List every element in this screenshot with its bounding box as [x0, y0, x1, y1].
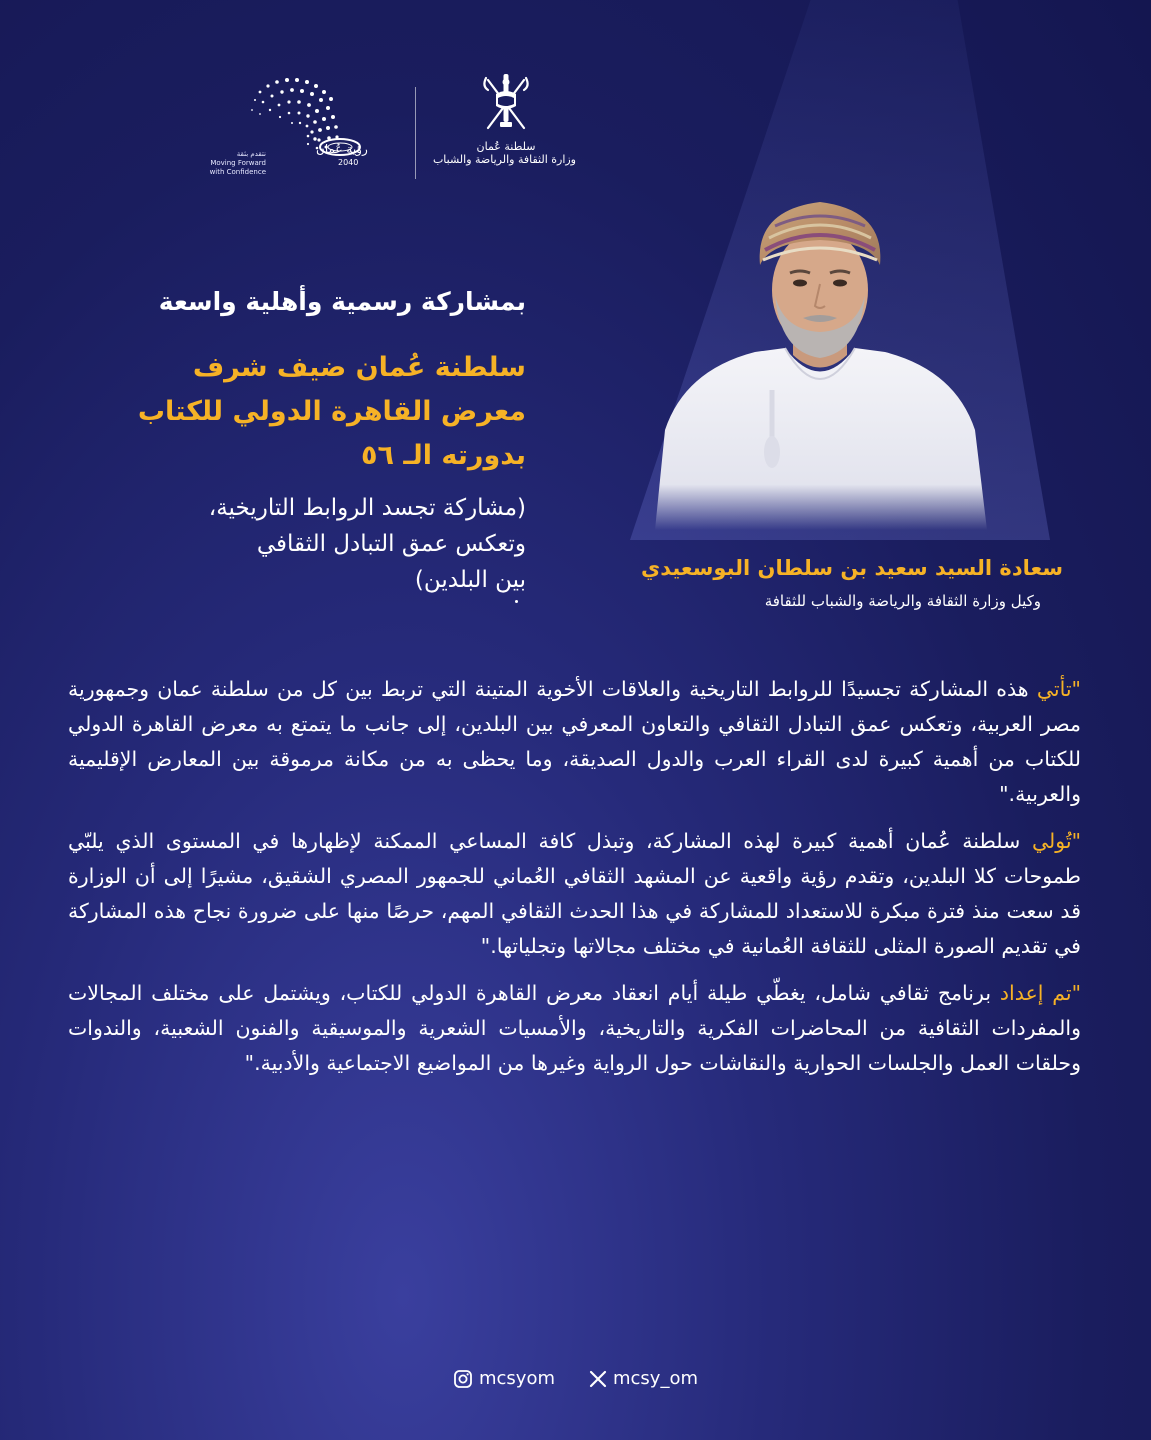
instagram-label: mcsyom	[478, 1368, 555, 1389]
header-logos	[200, 72, 580, 184]
paragraph-3-text: برنامج ثقافي شامل، يغطّي طيلة أيام انعقاد معرض القاهرة الدولي للكتاب، ويشتمل على مختلف المجالات والمفردات الثقافية من المحاضرات الفكرية والتاريخية، والأمسيات الشعرية والموسيقية والفنون الشعبية، والندوات وحلقات العمل والجلسات الحوارية والنقاشات حول الرواية وغيرها من المواضيع الاجتماعية والأدبية."	[68, 981, 1081, 1075]
ministry-name	[432, 140, 576, 166]
headline-title-line-2: معرض القاهرة الدولي للكتاب	[137, 396, 526, 427]
headline-title-line-1: سلطنة عُمان ضيف شرف	[192, 352, 526, 383]
instagram-handle[interactable]	[453, 1368, 555, 1389]
ministry-logo	[432, 72, 576, 184]
headline-title	[56, 346, 526, 478]
article-paragraph-1	[68, 672, 1081, 812]
x-logo-icon	[589, 1370, 607, 1388]
portrait-figure	[635, 180, 1005, 530]
x-label: mcsy_om	[613, 1368, 699, 1389]
official-name: سعادة السيد سعيد بن سلطان البوسعيدي	[640, 556, 1063, 580]
article-paragraph-2	[68, 824, 1081, 964]
headline-quote-line-1: (مشاركة تجسد الروابط التاريخية،	[208, 495, 526, 521]
paragraph-2-text: سلطنة عُمان أهمية كبيرة لهذه المشاركة، وتبذل كافة المساعي الممكنة لإظهارها في المستوى الذي يلبّي طموحات كلا البلدين، وتقدم رؤية واقعية عن المشهد الثقافي العُماني للجمهور المصري الشقيق، مشيرًا إلى أن الوزارة قد سعت منذ فترة مبكرة للاستعداد للمشاركة في هذا الحدث الثقافي المهم، حرصًا منها على ضرورة نجاح هذه المشاركة في تقديم الصورة المثلى للثقافة العُمانية في مختلف مجالاتها وتجلياتها."	[68, 829, 1081, 958]
oman-vision-2040-logo	[200, 72, 395, 184]
logo-divider	[415, 87, 416, 179]
decorative-dot	[515, 600, 518, 603]
instagram-icon	[453, 1369, 473, 1389]
article-paragraph-3	[68, 976, 1081, 1081]
vision-tagline-ar: نتقدم بثقة	[236, 150, 266, 158]
article-body	[68, 672, 1081, 1093]
oman-emblem-icon	[476, 72, 536, 134]
headline-block	[56, 282, 526, 598]
vision-year: 2040	[338, 158, 359, 167]
ministry-country: سلطنة عُمان	[476, 140, 536, 153]
paragraph-2-lead: "تُولي	[1031, 829, 1081, 853]
vision-tagline-en-1: Moving Forward	[210, 159, 266, 167]
vision-tagline	[202, 150, 266, 177]
x-handle[interactable]	[589, 1368, 698, 1389]
headline-title-line-3: بدورته الـ ٥٦	[361, 440, 526, 471]
headline-quote-line-3: بين البلدين)	[414, 567, 526, 593]
official-portrait	[635, 180, 1005, 530]
ministry-title: وزارة الثقافة والرياضة والشباب	[432, 153, 576, 166]
official-title: وكيل وزارة الثقافة والرياضة والشباب للثقافة	[764, 592, 1041, 610]
social-footer	[0, 1368, 1151, 1389]
vision-name: رؤية عُمان	[316, 142, 368, 156]
vision-tagline-en-2: with Confidence	[209, 168, 266, 176]
headline-quote-line-2: وتعكس عمق التبادل الثقافي	[256, 531, 526, 557]
headline-subtitle: بمشاركة رسمية وأهلية واسعة	[158, 287, 526, 316]
paragraph-1-text: هذه المشاركة تجسيدًا للروابط التاريخية والعلاقات الأخوية المتينة التي تربط بين كل من سلطنة عمان وجمهورية مصر العربية، وتعكس عمق التبادل الثقافي والتعاون المعرفي بين البلدين، إلى جانب ما يتمتع به معرض القاهرة الدولي للكتاب من أهمية كبيرة لدى القراء العرب والدول الصديقة، وما يحظى به من مكانة مرموقة بين المعارض الإقليمية والعربية."	[68, 677, 1081, 806]
official-caption	[543, 556, 1063, 610]
headline-quote	[56, 490, 526, 598]
paragraph-3-lead: "تم إعداد	[999, 981, 1082, 1005]
paragraph-1-lead: "تأتي	[1036, 677, 1081, 701]
